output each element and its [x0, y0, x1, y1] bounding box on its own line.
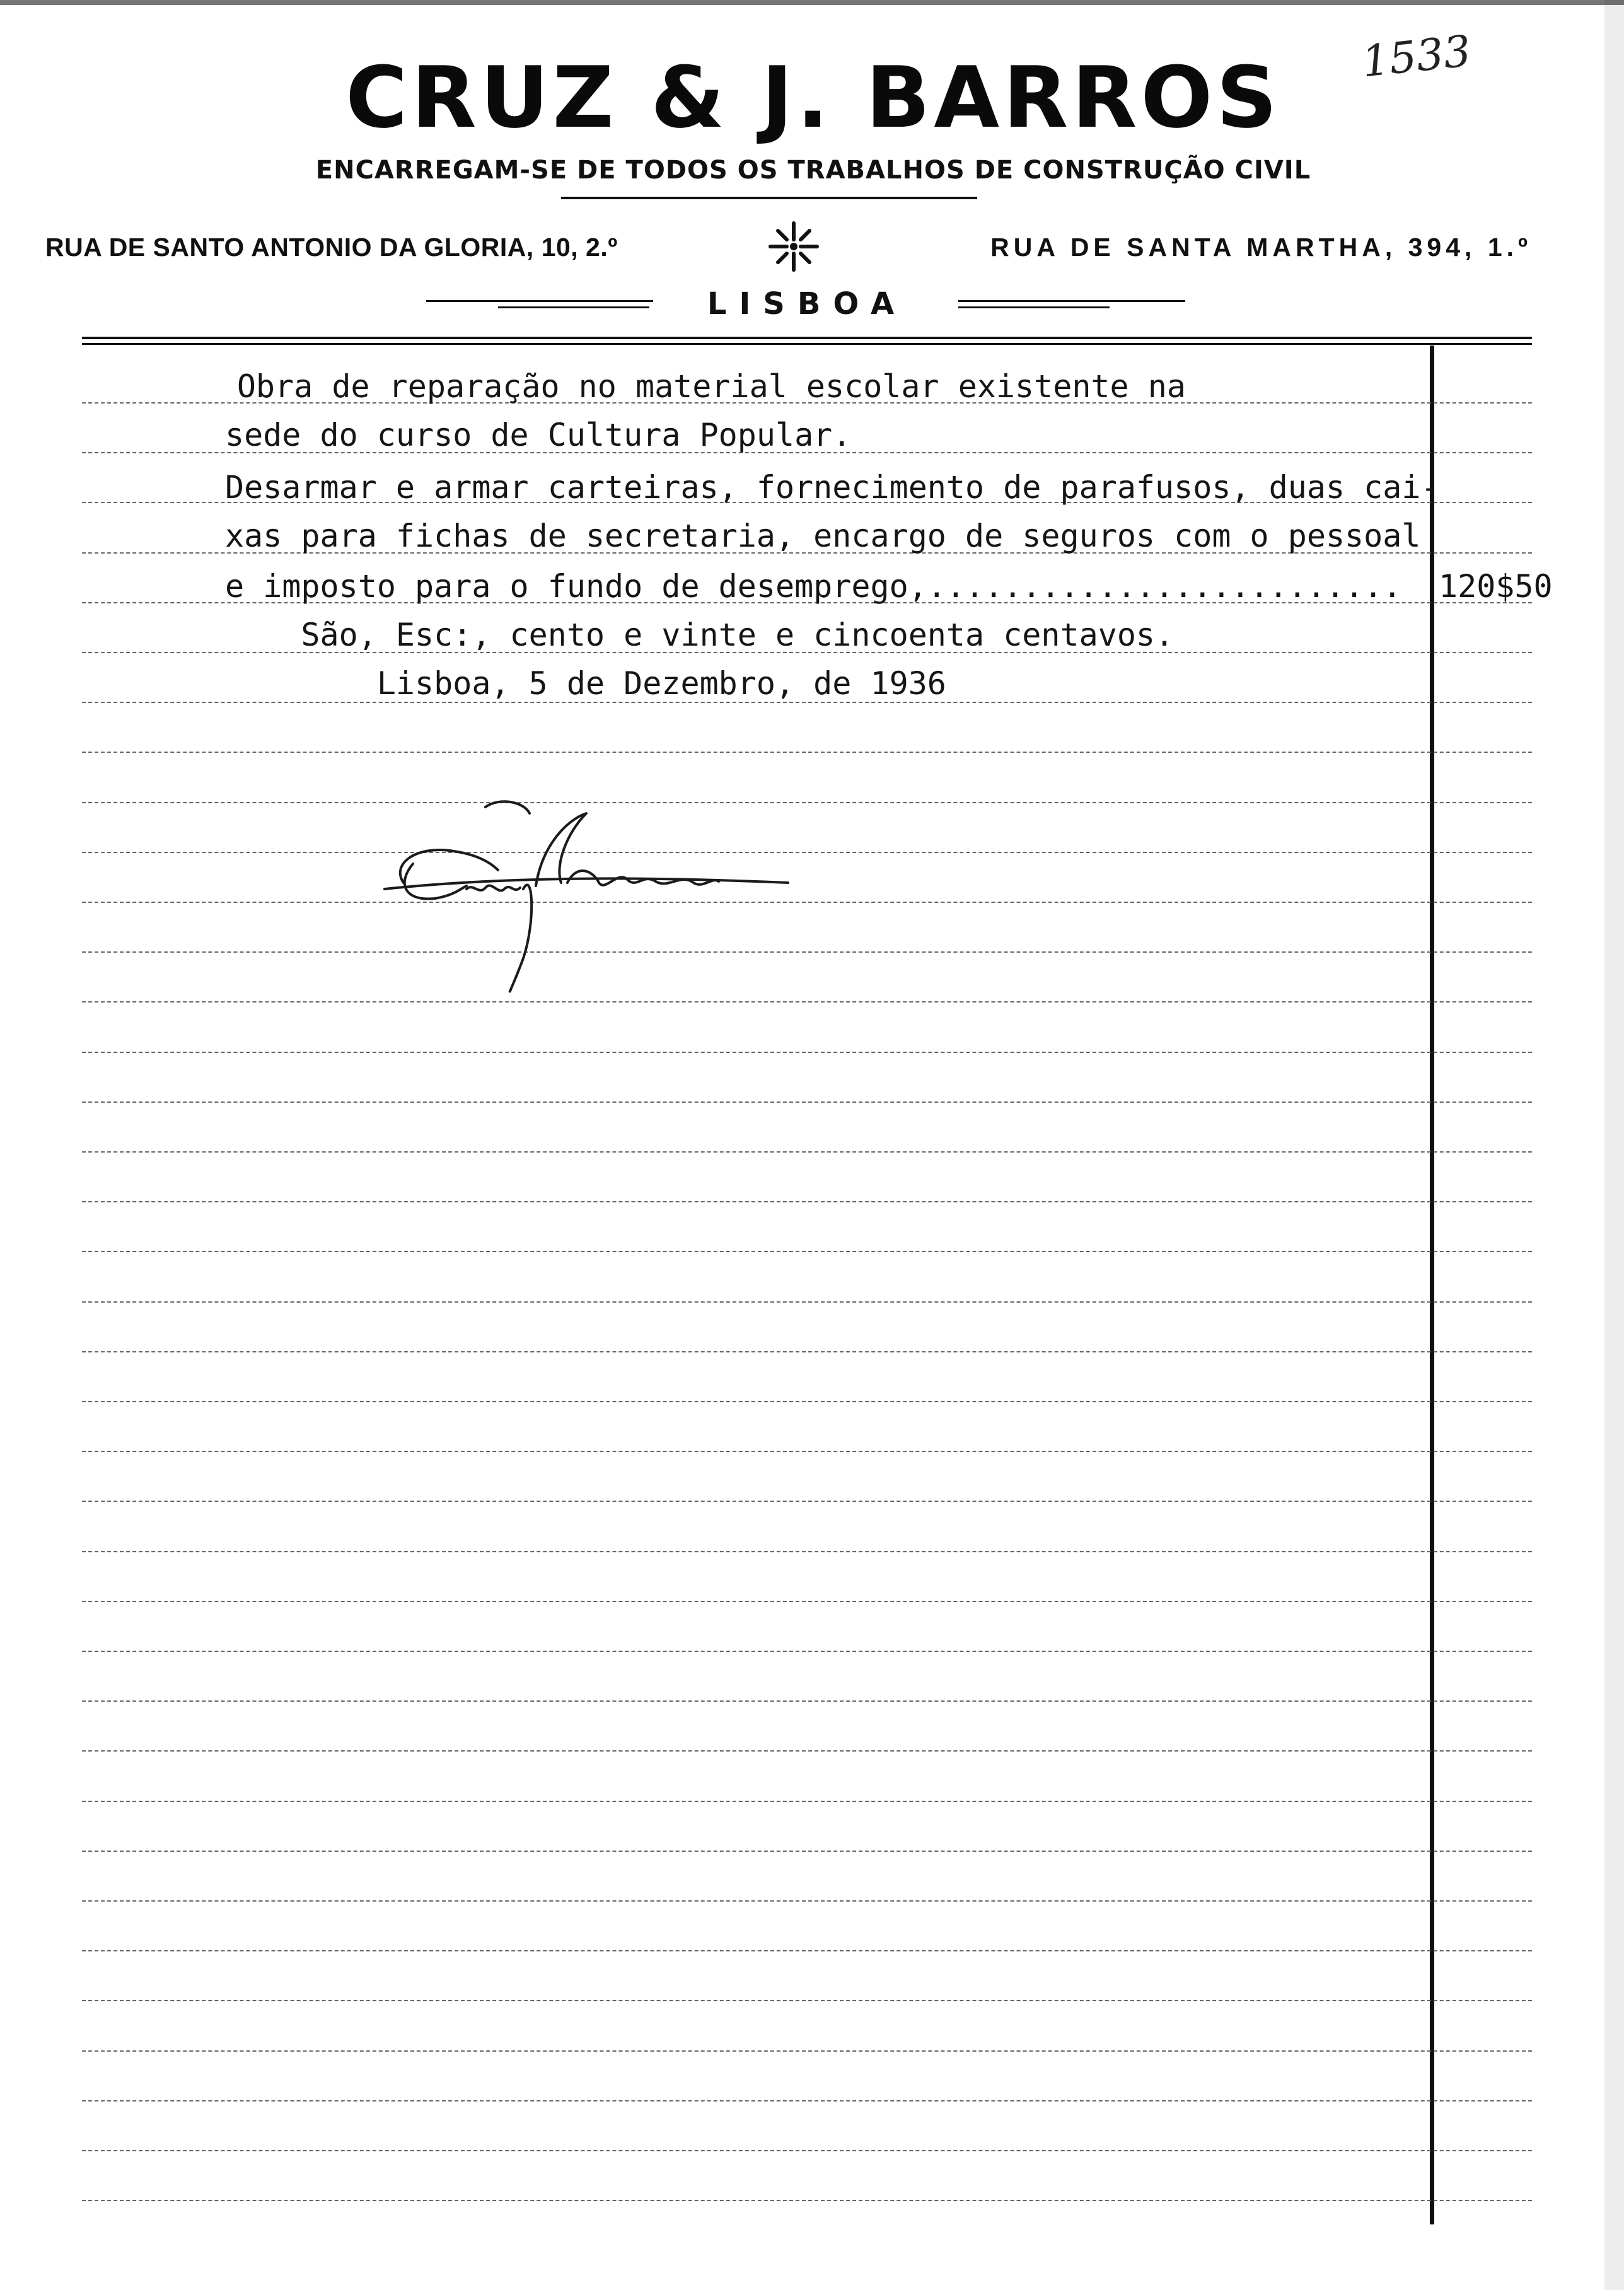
- ruled-line: [82, 2100, 1532, 2101]
- address-right: RUA DE SANTA MARTHA, 394, 1.º: [990, 233, 1532, 262]
- city-rule-left-2: [498, 306, 649, 308]
- ruled-line: [82, 1451, 1532, 1452]
- ruled-line: [82, 1251, 1532, 1252]
- body-line-3: Desarmar e armar carteiras, fornecimento de parafusos, duas cai-: [225, 469, 1440, 506]
- city-rule-left: [426, 300, 653, 302]
- city-name: LISBOA: [707, 286, 907, 322]
- ruled-line: [82, 1651, 1532, 1652]
- body-line-7: Lisboa, 5 de Dezembro, de 1936: [225, 665, 946, 702]
- city-rule-right: [958, 300, 1185, 302]
- body-line-5: e imposto para o fundo de desemprego,.........................: [225, 568, 1402, 605]
- ruled-line: [82, 1301, 1532, 1303]
- company-name: CRUZ & J. BARROS: [345, 49, 1281, 147]
- ruled-line: [82, 1700, 1532, 1702]
- ruled-line: [82, 1851, 1532, 1852]
- signature-icon: [378, 794, 845, 1009]
- asterisk-ornament-icon: [765, 218, 822, 275]
- body-line-1: Obra de reparação no material escolar existente na: [85, 368, 1186, 405]
- ruled-line: [82, 1551, 1532, 1552]
- company-tagline: ENCARREGAM-SE DE TODOS OS TRABALHOS DE CONSTRUÇÃO CIVIL: [315, 156, 1311, 185]
- ruled-line: [82, 752, 1532, 753]
- ruled-line: [82, 1750, 1532, 1752]
- tagline-underline: [561, 197, 977, 199]
- ruled-line: [82, 1601, 1532, 1602]
- ruled-line: [82, 1900, 1532, 1902]
- ruled-line: [82, 1401, 1532, 1402]
- scan-edge-top: [0, 0, 1624, 5]
- ruled-line: [82, 2150, 1532, 2151]
- ruled-line: [82, 1351, 1532, 1352]
- body-line-4: xas para fichas de secretaria, encargo de seguros com o pessoal: [225, 518, 1421, 554]
- ruled-line: [82, 1950, 1532, 1951]
- address-left: RUA DE SANTO ANTONIO DA GLORIA, 10, 2.º: [45, 233, 618, 262]
- city-rule-right-2: [958, 306, 1110, 308]
- ruled-line: [82, 1801, 1532, 1802]
- ruled-line: [82, 1101, 1532, 1103]
- total-amount: 120$50: [1439, 568, 1553, 605]
- ruled-line: [82, 1501, 1532, 1502]
- ruled-line: [82, 2000, 1532, 2001]
- ruled-line: [82, 1151, 1532, 1153]
- body-line-6: São, Esc:, cento e vinte e cincoenta centavos.: [225, 617, 1174, 653]
- body-top-rule-2: [82, 343, 1532, 345]
- amount-column-divider: [1430, 346, 1434, 2224]
- scan-edge-right: [1604, 0, 1624, 2290]
- body-line-2: sede do curso de Cultura Popular.: [225, 417, 852, 453]
- ruled-line: [82, 1052, 1532, 1053]
- ruled-line: [82, 2200, 1532, 2201]
- handwritten-reference-number: 1533: [1359, 26, 1473, 88]
- ruled-line: [82, 1201, 1532, 1202]
- body-top-rule: [82, 337, 1532, 339]
- ruled-line: [82, 2050, 1532, 2052]
